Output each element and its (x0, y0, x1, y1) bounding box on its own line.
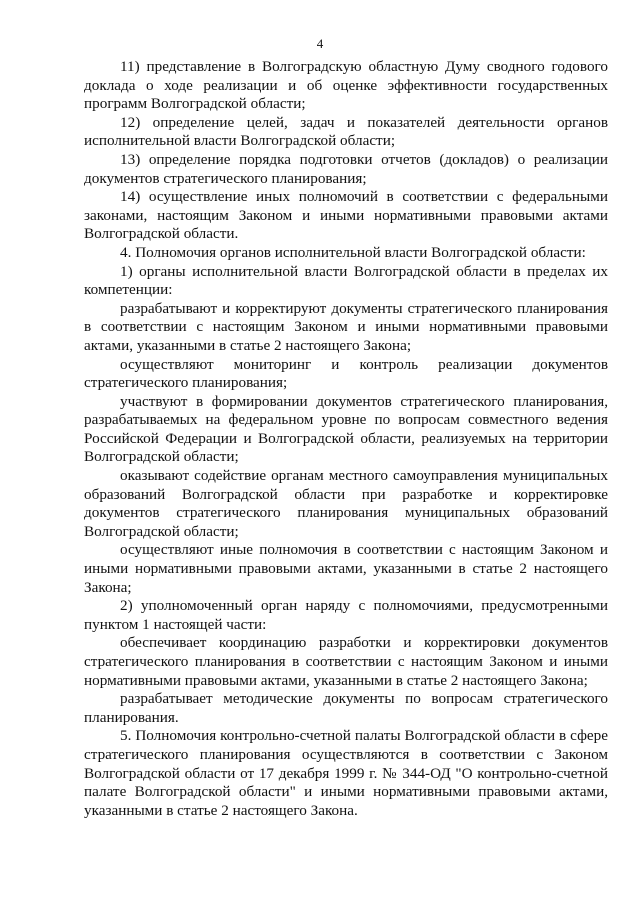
page-number: 4 (316, 36, 324, 51)
document-body (84, 58, 608, 820)
paragraph-other-powers: осуществляют иные полномочия в соответствии с настоящим Законом и иными нормативными правовыми актами, указанными в статье 2 настоящего Закона; (84, 541, 608, 596)
paragraph-item-13: 13) определение порядка подготовки отчетов (докладов) о реализации документов стратегического планирования; (84, 150, 608, 187)
section-5-paragraph: 5. Полномочия контрольно-счетной палаты Волгоградской области в сфере стратегического планирования осуществляются в соответствии с Законом Волгоградской области от 17 декабря 1999 г. № 344-ОД "О контрольно-счетной палате Волгоградской области" и иными нормативными правовыми актами, указанными в статье 2 настоящего Закона. (84, 727, 608, 819)
paragraph-monitoring: осуществляют мониторинг и контроль реализации документов стратегического планирования; (84, 355, 608, 392)
paragraph-methodical-documents: разрабатывает методические документы по вопросам стратегического планирования. (84, 690, 608, 726)
paragraph-item-12: 12) определение целей, задач и показателей деятельности органов исполнительной власти Волгоградской области; (84, 113, 608, 150)
paragraph-municipal-assistance: оказывают содействие органам местного самоуправления муниципальных образований Волгоградской области при разработке и корректировке документов стратегического планирования муниципальных образований Волгоградской области; (84, 467, 608, 540)
paragraph-develop-documents: разрабатывают и корректируют документы стратегического планирования в соответствии с настоящим Законом и иными нормативными правовыми актами, указанными в статье 2 настоящего Закона; (84, 299, 608, 354)
paragraph-federal-participation: участвуют в формировании документов стратегического планирования, разрабатываемых на федеральном уровне по вопросам совместного ведения Российской Федерации и Волгоградской области, реализуемых на территории Волгоградской области; (84, 392, 608, 466)
paragraph-coordination: обеспечивает координацию разработки и корректировки документов стратегического планирования в соответствии с настоящим Законом и иными нормативными правовыми актами, указанными в статье 2 настоящего Закона; (84, 634, 608, 689)
paragraph-item-11: 11) представление в Волгоградскую областную Думу сводного годового доклада о ходе реализации и об оценке эффективности государственных программ Волгоградской области; (84, 58, 608, 113)
paragraph-4-2: 2) уполномоченный орган наряду с полномочиями, предусмотренными пунктом 1 настоящей части: (84, 597, 608, 633)
paragraph-item-14: 14) осуществление иных полномочий в соответствии с федеральными законами, настоящим Законом и иными нормативными правовыми актами Волгоградской области. (84, 188, 608, 243)
paragraph-4-1: 1) органы исполнительной власти Волгоградской области в пределах их компетенции: (84, 262, 608, 299)
section-4-heading: 4. Полномочия органов исполнительной власти Волгоградской области: (120, 243, 586, 261)
